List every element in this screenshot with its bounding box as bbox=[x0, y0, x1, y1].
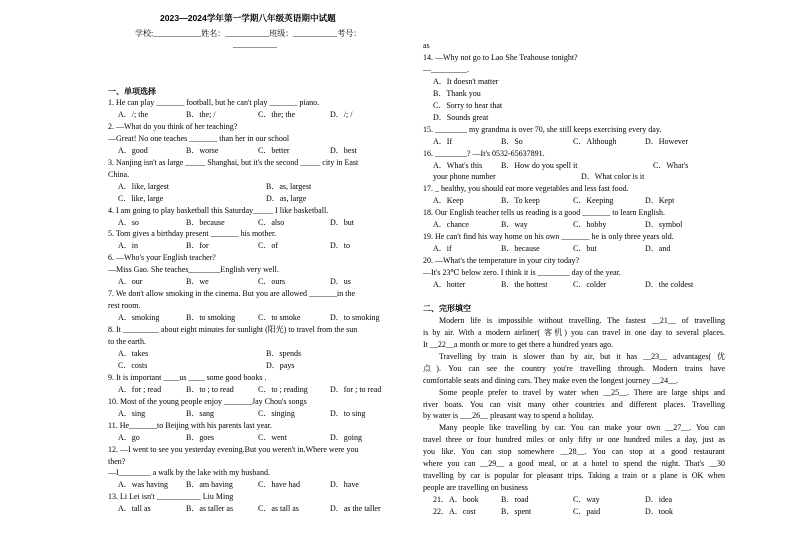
option: D．idea bbox=[645, 495, 673, 505]
option: A．hotter bbox=[433, 280, 466, 289]
options-row bbox=[108, 408, 408, 420]
options-row bbox=[108, 109, 408, 121]
option: D．have bbox=[330, 480, 359, 490]
options-row bbox=[423, 136, 725, 148]
option: D．for ; to read bbox=[330, 384, 382, 394]
question-line: 20. —What's the temperature in your city today? bbox=[423, 256, 580, 266]
option: C．of bbox=[258, 241, 278, 251]
option: C．Although bbox=[573, 136, 617, 146]
options-row bbox=[423, 219, 725, 231]
option: D．as, large bbox=[266, 193, 307, 203]
option: C．singing bbox=[258, 408, 295, 418]
question-line: 9. It is important ____us ____ some good books . bbox=[108, 372, 267, 382]
option: C．as tall as bbox=[258, 504, 299, 514]
option: C．Keeping bbox=[573, 196, 614, 206]
options-row bbox=[423, 506, 725, 518]
options-row bbox=[423, 171, 725, 183]
question-line: 15. ________ my grandma is over 70, she still keeps exercising every day. bbox=[423, 124, 662, 134]
option: B．How do you spell it bbox=[501, 160, 578, 170]
option: C．like, large bbox=[118, 193, 164, 203]
option: C．but bbox=[573, 244, 597, 254]
question-line: 2. —What do you think of her teaching? bbox=[108, 121, 238, 131]
passage-line: where you can __29__ a good meal, or at a hotel to spend the night. That's __30 bbox=[423, 459, 725, 469]
question-line: D．Sounds great bbox=[433, 112, 489, 122]
option: B．spends bbox=[266, 348, 302, 358]
option: C．paid bbox=[573, 507, 601, 517]
question-line: 8. It _________ about eight minutes for sunlight (阳光) to travel from the sun bbox=[108, 325, 358, 335]
options-row bbox=[108, 181, 408, 193]
option: D．best bbox=[330, 145, 357, 155]
option: C．better bbox=[258, 145, 290, 155]
option: B．goes bbox=[186, 432, 214, 442]
option: D．to bbox=[330, 241, 350, 251]
question-line: 11. He_______to Beijing with his parents last year. bbox=[108, 420, 272, 430]
question-line: —It's 23℃ below zero. I think it is ________ day of the year. bbox=[423, 268, 621, 278]
option: A．our bbox=[118, 277, 143, 287]
option: D．However bbox=[645, 136, 689, 146]
passage-line: travel three or four hundred miles or only fifty or one hundred miles a day, just as bbox=[423, 435, 725, 445]
option: D．took bbox=[645, 507, 673, 517]
option: A．if bbox=[433, 244, 452, 254]
option: D．the coldest bbox=[645, 280, 694, 289]
question-line: —Great! No one teaches _______ than her in our school bbox=[108, 133, 290, 143]
question-line: 7. We don't allow smoking in the cinema. But you are allowed _______in the bbox=[108, 289, 356, 299]
option: C．ours bbox=[258, 277, 286, 287]
option: B．because bbox=[186, 217, 225, 227]
passage-line: Many people like travelling by car. You can make your own __27__. You can bbox=[439, 423, 725, 433]
option: B．am having bbox=[186, 480, 233, 490]
options-row bbox=[108, 312, 408, 324]
option: B．sang bbox=[186, 408, 214, 418]
options-row bbox=[108, 360, 408, 372]
options-row bbox=[423, 195, 725, 207]
option: C．costs bbox=[118, 360, 148, 370]
option: B．as, largest bbox=[266, 181, 312, 191]
option: B．to ; to read bbox=[186, 384, 234, 394]
passage-line: you like. You can stop somewhere __28__. You can stop at a good restaurant bbox=[423, 447, 725, 457]
exam-title: 2023—2024学年第一学期八年级英语期中试题 bbox=[160, 13, 336, 23]
passage-line: is by air. With a modern airliner( 客机) you can travel in one day to several places. bbox=[423, 327, 725, 337]
options-row bbox=[108, 217, 408, 229]
options-row bbox=[108, 145, 408, 157]
question-line: B．Thank you bbox=[433, 88, 481, 98]
options-row bbox=[108, 193, 408, 205]
question-line: 3. Nanjing isn't as large _____ Shanghai, but it's the second _____ city in East bbox=[108, 157, 359, 167]
option: D．as the taller bbox=[330, 504, 381, 514]
option: A．chance bbox=[433, 220, 469, 230]
option: D．but bbox=[330, 217, 354, 227]
option: A．in bbox=[118, 241, 138, 251]
question-line: —I________ a walk by the lake with my husband. bbox=[108, 468, 270, 478]
question-line: as bbox=[423, 41, 430, 50]
option: C．to smoke bbox=[258, 313, 301, 323]
option: A．sing bbox=[118, 408, 146, 418]
option: D．symbol bbox=[645, 220, 683, 230]
option: C．to ; reading bbox=[258, 384, 308, 394]
section-heading-2: 二、完形填空 bbox=[423, 303, 471, 313]
option: B．for bbox=[186, 241, 209, 251]
option: A．go bbox=[118, 432, 140, 442]
question-line: to the earth. bbox=[108, 337, 146, 346]
option: B．the; / bbox=[186, 109, 216, 119]
passage-line: travelling by car is popular for pleasant trips. Taking a train or a plane is OK when bbox=[423, 471, 725, 481]
question-line: comfortable seats and dining cars. They make even the longest journey __24__. bbox=[423, 375, 679, 385]
option: C．What's bbox=[653, 160, 689, 170]
question-line: It __22__a month or more to get there a hundred years ago. bbox=[423, 339, 614, 349]
options-row bbox=[108, 384, 408, 396]
option: C．also bbox=[258, 217, 285, 227]
option: C．the; the bbox=[258, 109, 296, 119]
option: A．/; the bbox=[118, 109, 148, 119]
passage-line: 点). You can see the country you're travelling through. Modern trains have bbox=[423, 363, 725, 373]
options-row bbox=[423, 160, 725, 172]
question-line: 4. I am going to play basketball this Saturday_____ I like basketball. bbox=[108, 205, 329, 215]
option: your phone number bbox=[433, 172, 496, 182]
question-line: by water is ___26__ pleasant way to spend a holiday. bbox=[423, 411, 594, 421]
option: A．tall as bbox=[118, 504, 151, 514]
options-row bbox=[108, 348, 408, 360]
options-row bbox=[423, 279, 725, 291]
option: A．takes bbox=[118, 348, 149, 358]
question-line: 14. —Why not go to Lao She Teahouse tonight? bbox=[423, 52, 578, 62]
question-line: C．Sorry to hear that bbox=[433, 100, 503, 110]
option: D．/; / bbox=[330, 109, 353, 119]
option: A．good bbox=[118, 145, 148, 155]
question-line: —_________. bbox=[423, 64, 469, 74]
question-line: 10. Most of the young people enjoy _______Jay Chou's songs bbox=[108, 396, 307, 406]
question-line: people are travelling on business bbox=[423, 483, 528, 493]
option: C．have had bbox=[258, 480, 300, 490]
question-line: 18. Our English teacher tells us reading is a good _______ to learn English. bbox=[423, 208, 665, 218]
options-row bbox=[108, 503, 408, 515]
option: D．and bbox=[645, 244, 671, 254]
option: A．Keep bbox=[433, 196, 464, 206]
options-row bbox=[108, 276, 408, 288]
option: B．the hottest bbox=[501, 280, 548, 289]
option: D．Kept bbox=[645, 196, 675, 206]
question-line: 12. —I went to see you yesterday evening.But you weren't in.Where were you bbox=[108, 444, 359, 454]
option: B．worse bbox=[186, 145, 219, 155]
option: A．smoking bbox=[118, 313, 160, 323]
option: A．for ; read bbox=[118, 384, 162, 394]
option: D．to sing bbox=[330, 408, 366, 418]
option: C．hobby bbox=[573, 220, 607, 230]
question-line: then? bbox=[108, 456, 126, 466]
passage-line: river boats. You can visit many other countries and different places. Travelling bbox=[423, 399, 725, 409]
option: D．to smoking bbox=[330, 313, 380, 323]
student-info-line-2: ___________ bbox=[233, 40, 277, 49]
option: B．spent bbox=[501, 507, 532, 517]
option: A．What's this bbox=[433, 160, 483, 170]
option: D．pays bbox=[266, 360, 295, 370]
section-heading-1: 一、单项选择 bbox=[108, 87, 156, 96]
option: D．going bbox=[330, 432, 362, 442]
options-row bbox=[108, 479, 408, 491]
question-line: 19. He can't find his way home on his own _______ he is only three years old. bbox=[423, 232, 674, 242]
option: D．us bbox=[330, 277, 351, 287]
question-line: rest room. bbox=[108, 301, 141, 311]
options-row bbox=[108, 240, 408, 252]
options-row bbox=[423, 243, 725, 255]
option: B．road bbox=[501, 495, 529, 505]
option: A．like, largest bbox=[118, 181, 169, 191]
option: 22．A．cost bbox=[433, 507, 476, 517]
passage-line: Modern life is impossible without travelling. The fastest __21__ of travelling bbox=[439, 315, 725, 325]
option: B．because bbox=[501, 244, 540, 254]
passage-line: Travelling by train is slower than by air, but it has __23__ advantages( 优 bbox=[439, 351, 725, 361]
passage-line: Some people prefer to travel by water when __25__. There are large ships and bbox=[439, 387, 725, 397]
option: C．went bbox=[258, 432, 287, 442]
question-line: —Miss Gao. She teaches________English very well. bbox=[108, 265, 279, 275]
options-row bbox=[423, 494, 725, 506]
question-line bbox=[423, 291, 725, 303]
option: C．way bbox=[573, 495, 600, 505]
options-row bbox=[108, 432, 408, 444]
option: 21．A．book bbox=[433, 495, 479, 505]
option: B．as taller as bbox=[186, 504, 234, 514]
question-line: China. bbox=[108, 169, 130, 179]
question-line: 6. —Who's your English teacher? bbox=[108, 253, 216, 263]
student-info-line: 学校:____________姓名：___________班级：___________考号： bbox=[135, 29, 362, 38]
question-line: 13. Li Lei isn't ___________ Liu Ming bbox=[108, 492, 234, 502]
option: B．So bbox=[501, 136, 523, 146]
question-line: 5. Tom gives a birthday present _______ his mother. bbox=[108, 229, 277, 239]
question-line: A．It doesn't matter bbox=[433, 76, 499, 86]
option: B．way bbox=[501, 220, 528, 230]
option: A．so bbox=[118, 217, 139, 227]
option: D．What color is it bbox=[581, 172, 645, 182]
option: B．we bbox=[186, 277, 209, 287]
option: B．To keep bbox=[501, 196, 540, 206]
option: A．was having bbox=[118, 480, 168, 490]
question-line: 16. ________? —It's 0532-65637891. bbox=[423, 148, 545, 158]
option: B．to smoking bbox=[186, 313, 236, 323]
question-line: 17. _ healthy, you should eat more vegetables and less fast food. bbox=[423, 184, 629, 194]
option: A．If bbox=[433, 136, 453, 146]
option: C．colder bbox=[573, 280, 607, 289]
question-line: 1. He can play _______ football, but he can't play _______ piano. bbox=[108, 98, 320, 107]
